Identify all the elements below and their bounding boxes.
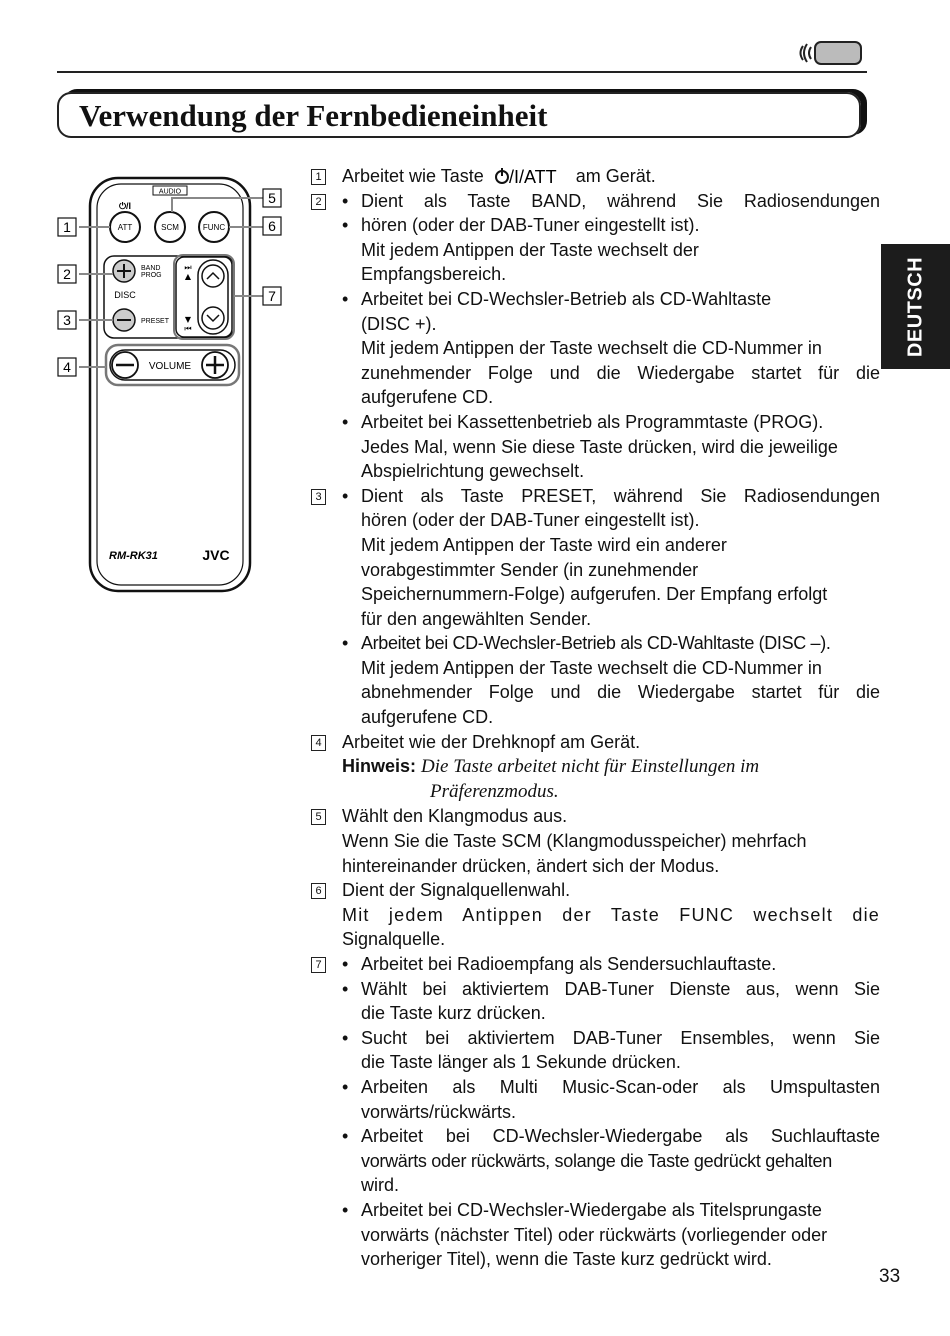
skip-back-icon: ⏮: [184, 324, 192, 333]
callout-4: [58, 358, 76, 376]
svg-text:1: 1: [63, 219, 71, 235]
item-number: 2: [311, 194, 326, 210]
callout-3: [58, 311, 76, 329]
item-3: 3 • Dient als Taste PRESET, während Sie Radiosendungen hören (oder der DAB-Tuner eingestellt ist). Mit jedem Antippen der Taste wird ein anderer vorabgestimmter Sender (in zunehmender Speichernummern-Folge) aufgerufen. Der Empfang erfolgt für den angewählten Sender. • Arbeitet bei CD-Wechsler-Betrieb als CD-Wahltaste (DISC –). Mit jedem Antippen der Taste wechselt die CD-Nummer in abnehmender Folge und die Wiedergabe startet für die aufgerufene CD.: [310, 484, 880, 730]
callout-5: [263, 189, 281, 207]
item-number: 6: [311, 883, 326, 899]
item-number: 3: [311, 489, 326, 505]
svg-text:5: 5: [268, 190, 276, 206]
att-button-label: ATT: [117, 223, 133, 232]
power-label: ⏻/I: [118, 201, 132, 211]
svg-text:3: 3: [63, 312, 71, 328]
scm-button[interactable]: [155, 212, 185, 242]
down-button[interactable]: [202, 307, 224, 329]
callout-2: [58, 265, 76, 283]
instructions: [310, 164, 880, 1272]
svg-text:7: 7: [268, 288, 276, 304]
svg-text:2: 2: [63, 266, 71, 282]
preset-minus-button[interactable]: [113, 309, 135, 331]
down-triangle-icon: ▼: [184, 315, 192, 324]
band-label: BAND: [141, 265, 161, 272]
func-button-label: FUNC: [202, 223, 226, 232]
page-title: Verwendung der Fernbedieneinheit: [79, 98, 548, 133]
volume-minus-button[interactable]: [112, 352, 138, 378]
item-number: 7: [311, 957, 326, 973]
item-6: 6 Dient der Signalquellenwahl. Mit jedem Antippen der Taste FUNC wechselt die Signalquelle.: [310, 878, 880, 952]
up-button[interactable]: [202, 265, 224, 287]
header-rule: [57, 71, 867, 73]
item-7: 7 • Arbeitet bei Radioempfang als Sendersuchlauftaste. • Wählt bei aktiviertem DAB-Tuner Dienste aus, wenn Sie die Taste kurz drücken. • Sucht bei aktiviertem DAB-Tuner Ensembles, wenn Sie die Taste länger als 1 Sekunde drücken. • Arbeiten als Multi Music-Scan-oder als Umspultasten vorwärts/rückwärts. • Arbeitet bei CD-Wechsler-Wiedergabe als Suchlauftaste vorwärts oder rückwärts, solange die Taste gedrückt gehalten wird. • Arbeitet bei CD-Wechsler-Wiedergabe als Titelsprungaste vorwärts (nächster Titel) oder rückwärts (vorliegender oder vorheriger Titel), wenn die Taste kurz gedrückt wird.: [310, 952, 880, 1272]
hint: Hinweis: Die Taste arbeitet nicht für Einstellungen im: [342, 756, 760, 778]
volume-plus-button[interactable]: [202, 352, 228, 378]
att-button[interactable]: [110, 212, 140, 242]
prog-label: PROG: [141, 272, 162, 279]
up-triangle-icon: ▲: [184, 272, 192, 281]
item-4: 4 Arbeitet wie der Drehknopf am Gerät. Hinweis: Die Taste arbeitet nicht für Einstellungen im Präferenzmodus.: [310, 730, 880, 805]
item-number: 4: [311, 735, 326, 751]
func-button[interactable]: [199, 212, 229, 242]
disc-label: DISC: [114, 290, 136, 300]
svg-text:4: 4: [63, 359, 71, 375]
item-1: 1 Arbeitet wie Taste /I/ATT am Gerät.: [310, 164, 880, 189]
hint-label: Hinweis:: [342, 756, 417, 777]
remote-signal-icon: [795, 38, 865, 68]
model-label: RM-RK31: [109, 550, 158, 562]
volume-label: VOLUME: [148, 361, 192, 372]
callout-7: [263, 287, 281, 305]
language-tab-label: DEUTSCH: [904, 256, 926, 357]
preset-label: PRESET: [141, 318, 170, 325]
skip-forward-icon: ⏭: [184, 263, 192, 272]
scm-button-label: SCM: [161, 223, 179, 232]
callout-6: [263, 217, 281, 235]
svg-text:6: 6: [268, 218, 276, 234]
remote-control-illustration: [52, 170, 292, 600]
power-att-icon: [494, 167, 570, 185]
brand-logo: JVC: [202, 547, 230, 563]
audio-label: AUDIO: [158, 188, 182, 196]
svg-text:/I/ATT: /I/ATT: [508, 167, 557, 185]
item-2: 2 • Dient als Taste BAND, während Sie Radiosendungen • hören (oder der DAB-Tuner eingestellt ist). Mit jedem Antippen der Taste wechselt der Empfangsbereich. • Arbeitet bei CD-Wechsler-Betrieb als CD-Wahltaste (DISC +). Mit jedem Antippen der Taste wechselt die CD-Nummer in zunehmender Folge und die Wiedergabe startet für die aufgerufene CD. • Arbeitet bei Kassettenbetrieb als Programmtaste (PROG). Jedes Mal, wenn Sie diese Taste drücken, wird die jeweilige Abspielrichtung gewechselt.: [310, 189, 880, 484]
band-plus-button[interactable]: [113, 260, 135, 282]
callout-1: [58, 218, 76, 236]
title-box: [57, 92, 861, 138]
item-number: 5: [311, 809, 326, 825]
language-tab: [881, 244, 950, 369]
page-number: 33: [879, 1266, 901, 1287]
item-5: 5 Wählt den Klangmodus aus. Wenn Sie die Taste SCM (Klangmodusspeicher) mehrfach hintereinander drücken, ändert sich der Modus.: [310, 804, 880, 878]
item-number: 1: [311, 169, 326, 185]
